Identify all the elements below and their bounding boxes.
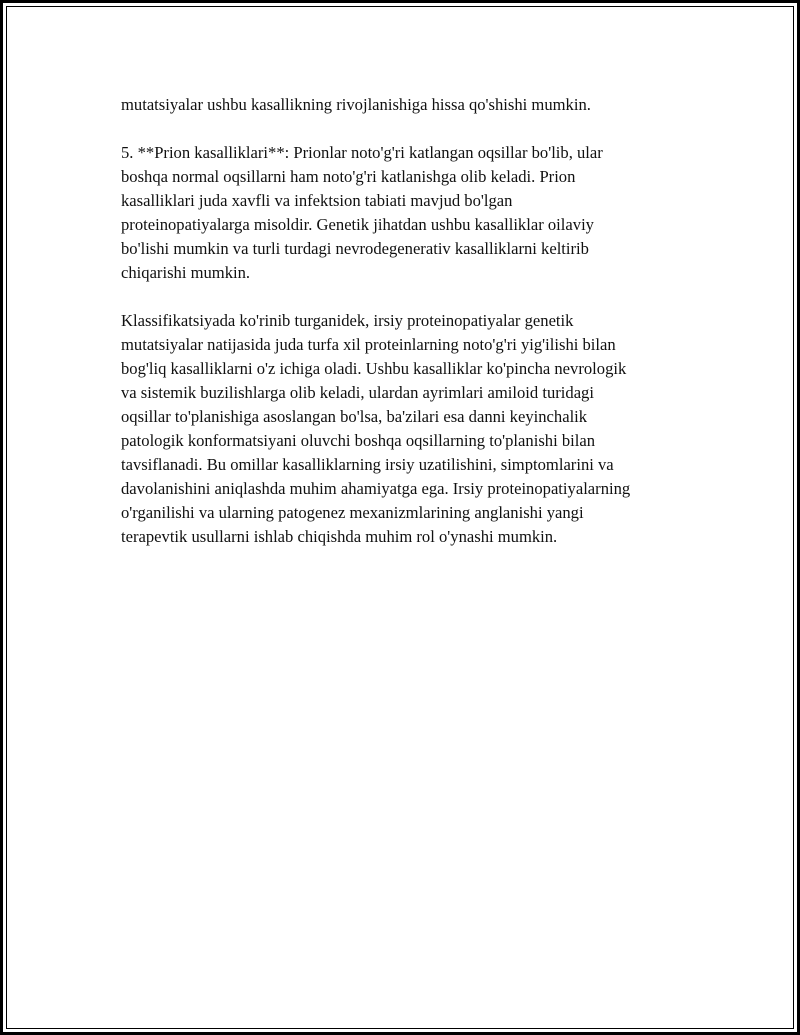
paragraph-continuation bbox=[121, 93, 701, 117]
text-line: mutatsiyalar ushbu kasallikning rivojlanishiga hissa qo'shishi mumkin. bbox=[121, 95, 591, 114]
paragraph-conclusion bbox=[121, 309, 701, 549]
text-line: bog'liq kasalliklarni o'z ichiga oladi. Ushbu kasalliklar ko'pincha nevrologik bbox=[121, 359, 627, 378]
text-line: va sistemik buzilishlarga olib keladi, ulardan ayrimlari amiloid turidagi bbox=[121, 383, 594, 402]
text-line: mutatsiyalar natijasida juda turfa xil proteinlarning noto'g'ri yig'ilishi bilan bbox=[121, 335, 616, 354]
text-line: davolanishini aniqlashda muhim ahamiyatga ega. Irsiy proteinopatiyalarning bbox=[121, 479, 631, 498]
text-line: patologik konformatsiyani oluvchi boshqa oqsillarning to'planishi bilan bbox=[121, 431, 596, 450]
text-line: kasalliklari juda xavfli va infektsion tabiati mavjud bo'lgan bbox=[121, 191, 513, 210]
text-line: boshqa normal oqsillarni ham noto'g'ri katlanishga olib keladi. Prion bbox=[121, 167, 576, 186]
text-line: chiqarishi mumkin. bbox=[121, 263, 251, 282]
text-line: terapevtik usullarni ishlab chiqishda muhim rol o'ynashi mumkin. bbox=[121, 527, 558, 546]
text-line: tavsiflanadi. Bu omillar kasalliklarning irsiy uzatilishini, simptomlarini va bbox=[121, 455, 614, 474]
text-line: proteinopatiyalarga misoldir. Genetik jihatdan ushbu kasalliklar oilaviy bbox=[121, 215, 594, 234]
document-body bbox=[121, 93, 701, 573]
text-line: 5. **Prion kasalliklari**: Prionlar noto'g'ri katlangan oqsillar bo'lib, ular bbox=[121, 143, 603, 162]
text-line: oqsillar to'planishiga asoslangan bo'lsa, ba'zilari esa danni keyinchalik bbox=[121, 407, 588, 426]
text-line: Klassifikatsiyada ko'rinib turganidek, irsiy proteinopatiyalar genetik bbox=[121, 311, 574, 330]
paragraph-prion-diseases bbox=[121, 141, 701, 285]
text-line: o'rganilishi va ularning patogenez mexanizmlarining anglanishi yangi bbox=[121, 503, 584, 522]
text-line: bo'lishi mumkin va turli turdagi nevrodegenerativ kasalliklarni keltirib bbox=[121, 239, 589, 258]
